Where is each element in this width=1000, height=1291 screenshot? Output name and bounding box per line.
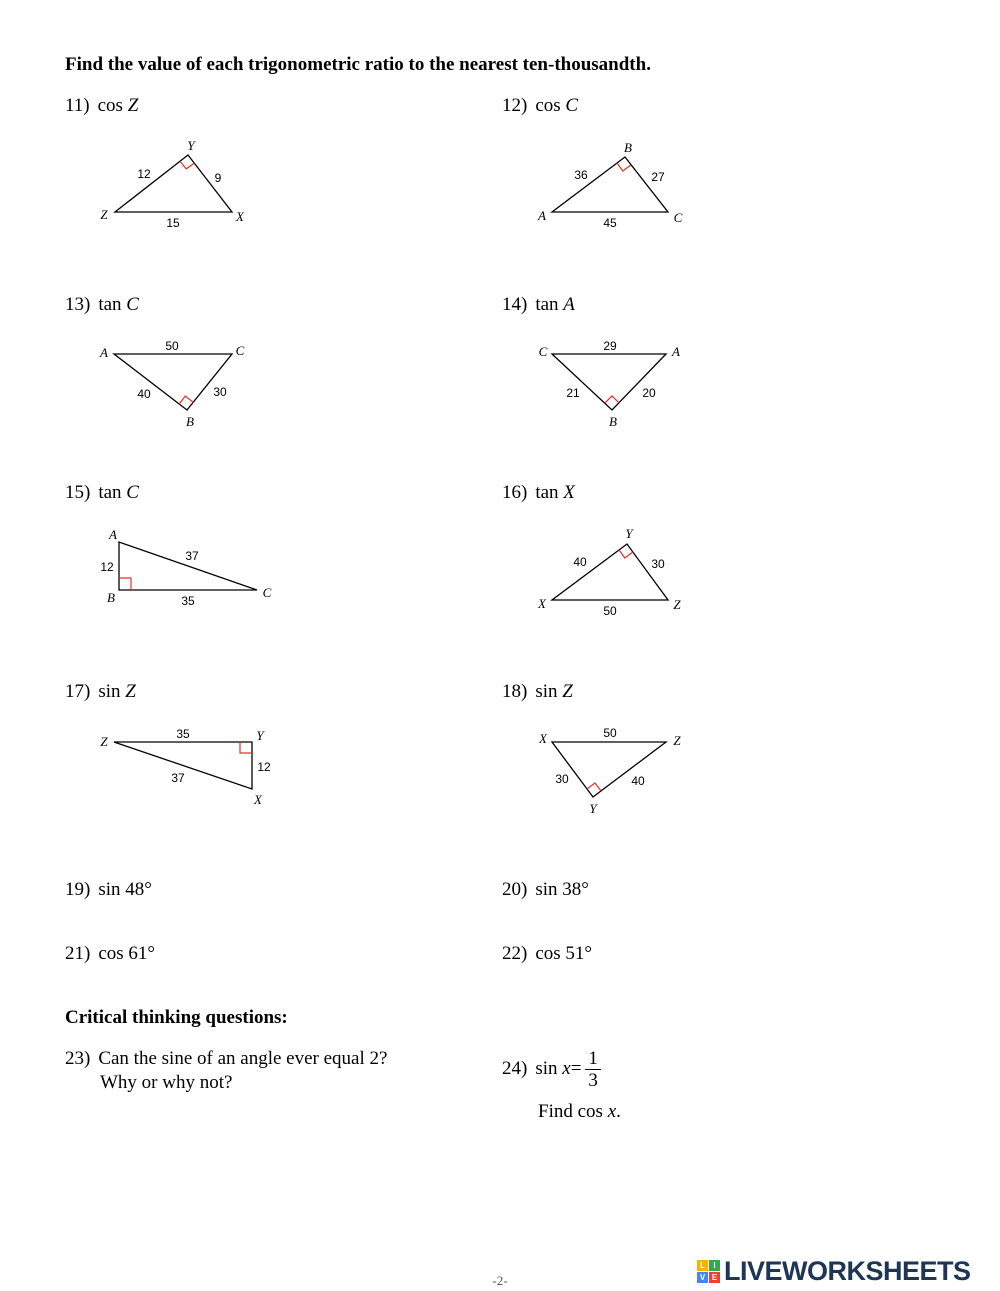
problem-14: 14) tan A [502,294,575,315]
problem-15: 15) tan C [65,482,139,503]
side-label: 50 [165,339,179,353]
problem-16: 16) tan X [502,482,575,503]
vertex-label: C [235,343,245,358]
side-label: 40 [573,555,587,569]
problem-20: 20) sin 38° [502,879,589,900]
side-label: 30 [213,385,227,399]
right-angle-mark [179,396,193,404]
side-label: 35 [181,594,195,608]
side-label: 29 [603,339,617,353]
side-label: 9 [214,171,222,185]
right-angle-mark [619,550,633,558]
side-label: 12 [257,760,271,774]
vertex-label: X [236,209,244,224]
right-angle-mark [119,578,131,590]
vertex-label: Y [256,728,264,743]
side-label: 20 [642,386,656,400]
side-label: 15 [166,216,180,230]
triangle-outline [114,354,232,410]
right-angle-mark [240,742,252,753]
vertex-label: Y [589,801,597,816]
side-label: 30 [651,557,665,571]
side-label: 21 [566,386,580,400]
vertex-label: X [538,596,546,611]
vertex-label: Z [100,734,108,749]
page-number: -2- [492,1273,508,1288]
vertex-label: Y [187,138,195,153]
vertex-label: Z [673,597,681,612]
side-label: 37 [171,771,185,785]
side-label: 36 [574,168,588,182]
side-label: 12 [137,167,151,181]
triangle-16 [537,526,681,618]
triangle-outline [552,742,666,797]
vertex-label: A [538,208,546,223]
problem-13: 13) tan C [65,294,139,315]
vertex-label: B [624,140,632,155]
problem-19: 19) sin 48° [65,879,152,900]
question-23: 23) Can the sine of an angle ever equal 2? Why or why not? [65,1048,388,1093]
right-angle-mark [180,161,194,169]
vertex-label: X [539,731,547,746]
problem-22: 22) cos 51° [502,943,593,964]
triangle-outline [552,544,668,600]
vertex-label: A [100,345,108,360]
instructions: Find the value of each trigonometric ratio to the nearest ten-thousandth. [65,54,651,75]
triangle-outline [552,157,668,212]
liveworksheets-brand [697,1256,971,1287]
right-angle-mark [617,163,631,171]
question-24-find: Find cos x. [538,1101,621,1122]
vertex-label: Z [100,207,108,222]
triangle-outline [119,542,257,590]
vertex-label: C [538,344,548,359]
side-label: 27 [651,170,665,184]
right-angle-mark [587,783,601,791]
side-label: 50 [603,604,617,618]
problem-12: 12) cos C [502,95,579,116]
triangle-outline [552,354,666,410]
vertex-label: B [186,414,194,429]
side-label: 40 [631,774,645,788]
triangle-12 [537,140,683,230]
vertex-label: C [262,585,272,600]
problem-18: 18) sin Z [502,681,573,702]
liveworksheets-logo-icon: L I V E [697,1260,720,1283]
side-label: 12 [100,560,114,574]
problem-11: 11) cos Z [65,95,139,116]
vertex-label: Y [625,526,633,541]
vertex-label: Z [673,733,681,748]
question-24: 24) sin x= $\frac{1}{3}$ [502,1048,601,1091]
vertex-label: A [672,344,680,359]
triangle-outline [114,742,252,789]
brand-wordmark: LIVEWORKSHEETS [724,1256,971,1286]
problem-21: 21) cos 61° [65,943,156,964]
critical-thinking-heading: Critical thinking questions: [65,1007,288,1028]
vertex-label: C [673,210,683,225]
triangle-17 [100,727,271,807]
triangle-13 [99,339,245,429]
fraction-one-third: $\frac{1}{3}$ [585,1048,601,1091]
vertex-label: B [609,414,617,429]
side-label: 40 [137,387,151,401]
vertex-label: X [254,792,262,807]
problem-17: 17) sin Z [65,681,136,702]
side-label: 37 [185,549,199,563]
triangle-15 [100,527,271,608]
vertex-label: A [109,527,117,542]
right-angle-mark [605,396,619,403]
vertex-label: B [107,590,115,605]
triangle-11 [100,138,245,230]
triangle-14 [539,339,680,429]
triangle-outline [115,155,232,212]
side-label: 30 [555,772,569,786]
side-label: 45 [603,216,617,230]
side-label: 50 [603,726,617,740]
triangle-18 [538,726,681,816]
side-label: 35 [176,727,190,741]
